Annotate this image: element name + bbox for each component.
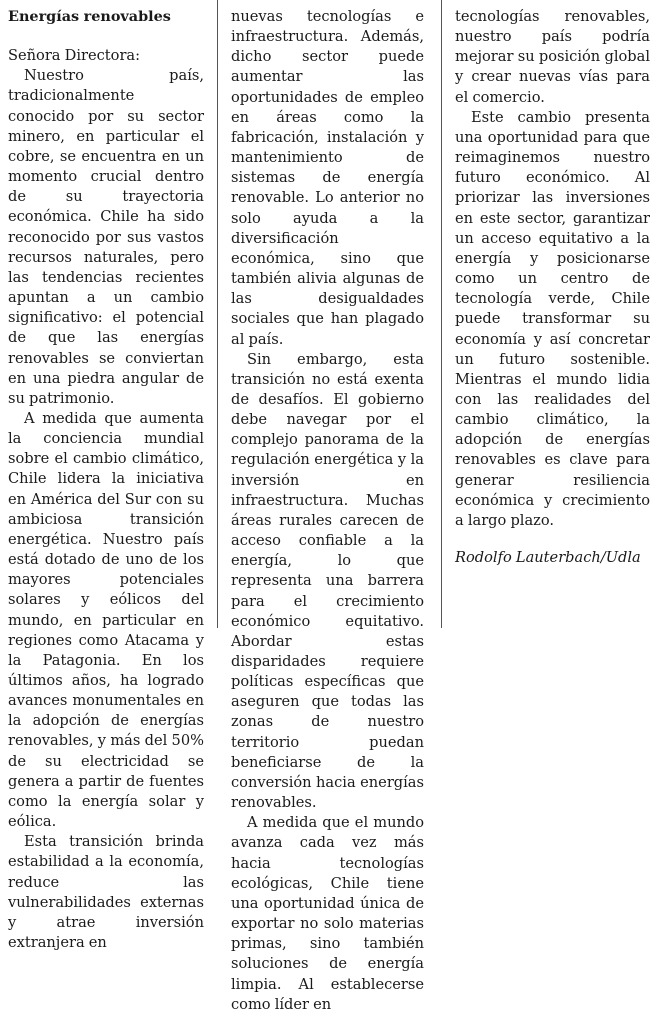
column-divider [217, 0, 218, 628]
headline: Energías renovables [8, 8, 171, 25]
signature: Rodolfo Lauterbach/Udla [455, 549, 641, 567]
paragraph: Esta transición brinda estabilidad a la economía, reduce las vulnerabilidades externas y atrae inversión extranjera en [8, 833, 204, 952]
salutation: Señora Directora: [8, 47, 141, 65]
column-3 [455, 7, 650, 568]
column-1 [8, 7, 204, 953]
paragraph: nuevas tecnologías e infraestructura. Además, dicho sector puede aumentar las oportunidades de empleo en áreas como la fabricación, instalación y mantenimiento de sistemas de energía renovable. Lo anterior no solo ayuda a la diversificación económica, sino que también alivia algunas de las desigualdades sociales que han plagado al país. [231, 8, 424, 348]
column-divider [441, 0, 442, 628]
paragraph: tecnologías renovables, nuestro país podría mejorar su posición global y crear nuevas vías para el comercio. [455, 8, 650, 106]
paragraph: A medida que el mundo avanza cada vez más hacia tecnologías ecológicas, Chile tiene una oportunidad única de exportar no solo materias primas, sino también soluciones de energía limpia. Al establecerse como líder en [231, 814, 424, 1013]
column-2 [231, 7, 424, 1015]
paragraph: Nuestro país, tradicionalmente conocido por su sector minero, en particular el cobre, se encuentra en un momento crucial dentro de su trayectoria económica. Chile ha sido reconocido por sus vastos recursos naturales, pero las tendencias recientes apuntan a un cambio significativo: el potencial de que las energías renovables se conviertan en una piedra angular de su patrimonio. [8, 67, 204, 407]
paragraph: Este cambio presenta una oportunidad para que reimaginemos nuestro futuro económico. Al priorizar las inversiones en este sector, garantizar un acceso equitativo a la energía y posicionarse como un centro de tecnología verde, Chile puede transformar su economía y así concretar un futuro sostenible. Mientras el mundo lidia con las realidades del cambio climático, la adopción de energías renovables es clave para generar resiliencia económica y crecimiento a largo plazo. [455, 108, 650, 529]
paragraph: Sin embargo, esta transición no está exenta de desafíos. El gobierno debe navegar por el complejo panorama de la regulación energética y la inversión en infraestructura. Muchas áreas rurales carecen de acceso confiable a la energía, lo que representa una barrera para el crecimiento económico equitativo. Abordar estas disparidades requiere políticas específicas que aseguren que todas las zonas de nuestro territorio puedan beneficiarse de la conversión hacia energías renovables. [231, 350, 424, 812]
paragraph: A medida que aumenta la conciencia mundial sobre el cambio climático, Chile lidera la iniciativa en América del Sur con su ambiciosa transición energética. Nuestro país está dotado de uno de los mayores potenciales solares y eólicos del mundo, en particular en regiones como Atacama y la Patagonia. En los últimos años, ha logrado avances monumentales en la adopción de energías renovables, y más del 50% de su electricidad se genera a partir de fuentes como la energía solar y eólica. [8, 409, 204, 831]
